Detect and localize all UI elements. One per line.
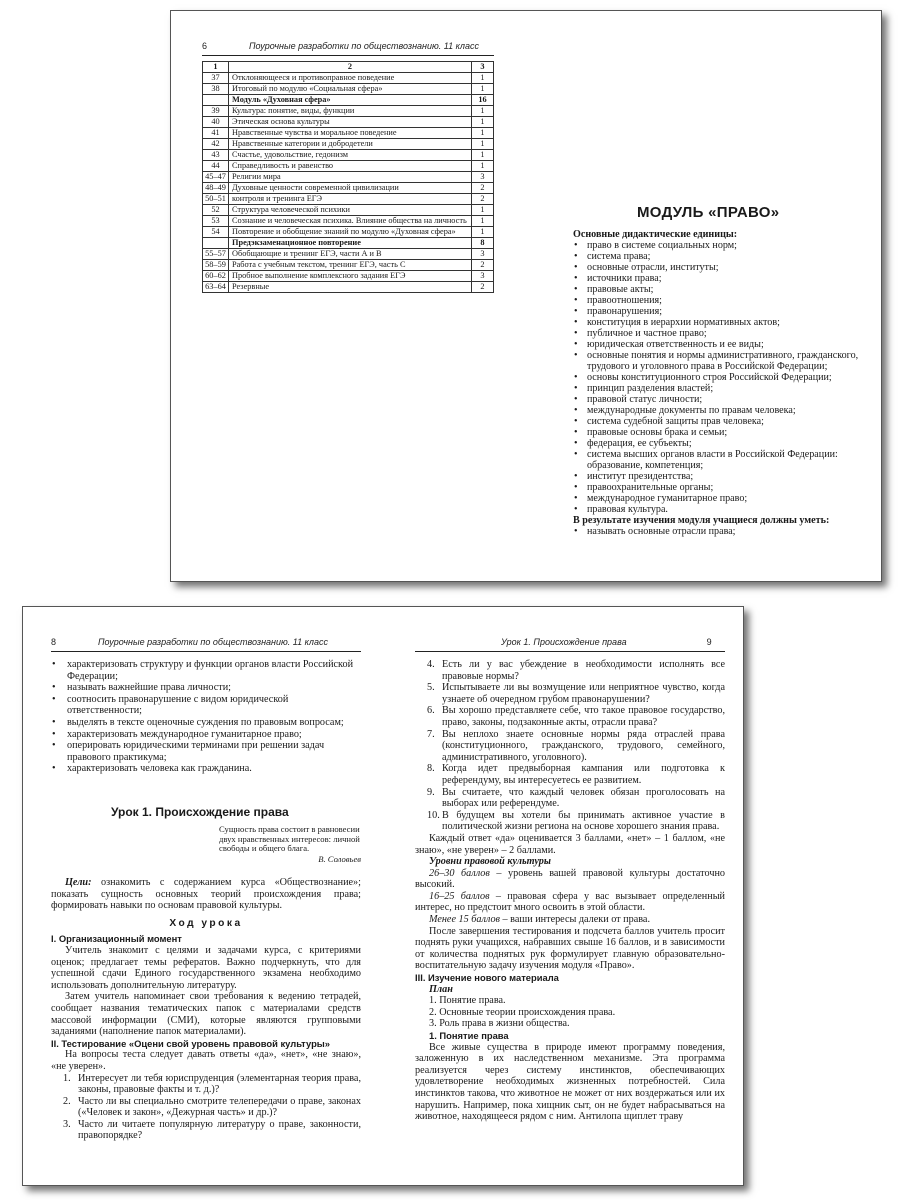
lesson-number-cell: 48–49 [203, 183, 229, 194]
table-row [203, 139, 494, 150]
list-item: • правовые акты; [573, 284, 863, 295]
header-cell: 1 [203, 62, 229, 73]
section-3-title: III. Изучение нового материала [415, 972, 559, 984]
lesson-number-cell: 41 [203, 128, 229, 139]
question-number: 7. [427, 728, 435, 740]
lesson-number-cell: 45–47 [203, 172, 229, 183]
test-question [51, 1096, 361, 1119]
module-title: МОДУЛЬ «ПРАВО» [637, 204, 780, 221]
header-rule [202, 55, 494, 56]
list-item: • основные отрасли, институты; [573, 262, 863, 273]
table-row [203, 271, 494, 282]
lesson-topic-cell: Сознание и человеческая психика. Влияние общества на личность [229, 216, 472, 227]
lesson-topic-cell: Резервные [229, 282, 472, 293]
level-3-label: Менее 15 баллов [429, 914, 500, 926]
left-running-head [51, 637, 328, 647]
scoring-paragraph: Каждый ответ «да» оценивается 3 баллами, «нет» – 1 баллом, «не знаю», «не уверен» – 2 баллами. [415, 832, 725, 856]
lesson-plan-table [202, 61, 494, 293]
left-header-rule [51, 651, 361, 652]
list-item: • право в системе социальных норм; [573, 240, 863, 251]
lesson-topic-cell: Этическая основа культуры [229, 117, 472, 128]
lesson-topic-cell: Духовные ценности современной цивилизации [229, 183, 472, 194]
level-2 [415, 891, 725, 914]
question-text: Часто ли читаете популярную литературу о праве, законности, правопорядке? [78, 1118, 361, 1142]
last-paragraph: Все живые существа в природе имеют программу поведения, заложенную в их наследственном механизме. Эта программа реализуется через систему инстинктов, обеспечивающих удовлетворение необходимых жизненных потребностей. Сила инстинктов такова, что животное не может от них воздержаться или их нарушить. Например, пока хищник сыт, он не будет набрасываться на животное, находящееся рядом с ним. Антилопа щиплет траву [415, 1041, 725, 1123]
list-item: • система права; [573, 251, 863, 262]
table-row [203, 172, 494, 183]
units-heading: Основные дидактические единицы: [573, 229, 738, 240]
lesson-topic-cell: Отклоняющееся и противоправное поведение [229, 73, 472, 84]
lesson-number-cell: 43 [203, 150, 229, 161]
question-text: В будущем вы хотели бы принимать активное участие в политической жизни региона на основе хорошего знания права. [442, 809, 725, 833]
level-3 [415, 914, 725, 926]
test-question [415, 763, 725, 786]
epigraph [219, 825, 361, 864]
list-item: • оперировать юридическими терминами при решении задач правового практикума; [51, 740, 361, 763]
test-question [415, 705, 725, 728]
epigraph-author: В. Соловьев [318, 853, 361, 864]
question-number: 5. [427, 682, 435, 694]
hours-cell: 1 [472, 128, 494, 139]
list-item: • публичное и частное право; [573, 328, 863, 339]
question-number: 2. [63, 1095, 71, 1107]
hours-cell: 1 [472, 227, 494, 238]
table-row [203, 205, 494, 216]
lesson-number-cell: 52 [203, 205, 229, 216]
test-question [415, 682, 725, 705]
result-heading: В результате изучения модуля учащиеся должны уметь: [573, 515, 830, 526]
running-head-title: Поурочные разработки по обществознанию. 11 класс [249, 41, 479, 51]
lesson-number-cell: 55–57 [203, 249, 229, 260]
question-number: 6. [427, 705, 435, 717]
table-row [203, 282, 494, 293]
question-number: 10. [427, 809, 440, 821]
list-item: • принцип разделения властей; [573, 383, 863, 394]
list-item: • институт президентства; [573, 471, 863, 482]
lesson-number-cell [203, 95, 229, 106]
right-running-head [501, 637, 712, 647]
list-item: • правовые основы брака и семьи; [573, 427, 863, 438]
list-item: • характеризовать человека как гражданина. [51, 763, 361, 775]
hours-cell: 2 [472, 183, 494, 194]
right-column-text [415, 659, 725, 1123]
list-item: • правоохранительные органы; [573, 482, 863, 493]
hours-cell: 1 [472, 117, 494, 128]
lesson-topic-cell: Предэкзаменационное повторение [229, 238, 472, 249]
epigraph-text: Сущность права состоит в равновесии двух нравственных интересов: личной свободы и общего блага. [219, 824, 360, 854]
list-item: • правоотношения; [573, 295, 863, 306]
didactic-units [573, 229, 863, 537]
lesson-topic-cell: Нравственные чувства и моральное поведение [229, 128, 472, 139]
list-item: • система судебной защиты прав человека; [573, 416, 863, 427]
test-question [415, 729, 725, 764]
hours-cell: 2 [472, 282, 494, 293]
lesson-number-cell: 42 [203, 139, 229, 150]
table-row [203, 249, 494, 260]
table-row [203, 183, 494, 194]
level-1 [415, 868, 725, 891]
list-item: • система высших органов власти в Российской Федерации: образование, компетенция; [573, 449, 863, 471]
list-item: • основы конституционного строя Российской Федерации; [573, 372, 863, 383]
question-number: 8. [427, 763, 435, 775]
lesson-topic-cell: Работа с учебным текстом, тренинг ЕГЭ, часть С [229, 260, 472, 271]
table-row [203, 84, 494, 95]
lesson-title: Урок 1. Происхождение права [111, 805, 289, 819]
book-spread-8-9 [22, 606, 744, 1186]
question-text: Вы считаете, что каждый человек обязан проголосовать на выборах или референдуме. [442, 786, 725, 810]
lesson-number-cell: 40 [203, 117, 229, 128]
lesson-number-cell: 37 [203, 73, 229, 84]
lesson-number-cell: 54 [203, 227, 229, 238]
table-row [203, 194, 494, 205]
table-row [203, 260, 494, 271]
lesson-number-cell: 50–51 [203, 194, 229, 205]
book-page-6 [170, 10, 882, 582]
plan-items [415, 995, 725, 1030]
hours-cell: 3 [472, 172, 494, 183]
table-row [203, 216, 494, 227]
question-number: 1. [63, 1072, 71, 1084]
question-number: 3. [63, 1118, 71, 1130]
question-text: Вы неплохо знаете основные нормы ряда отраслей права (конституционного, гражданского, трудового, семейного, административного, уголовного). [442, 728, 725, 763]
question-text: Испытываете ли вы возмущение или неприятное чувство, когда узнаете об очередном грубом правонарушении? [442, 682, 725, 705]
units-list [573, 240, 863, 515]
list-item: • называть важнейшие права личности; [51, 682, 361, 694]
lesson-topic-cell: Пробное выполнение комплексного задания ЕГЭ [229, 271, 472, 282]
list-item: • федерация, ее субъекты; [573, 438, 863, 449]
result-list [573, 526, 863, 537]
plan-heading: План [429, 983, 453, 995]
question-text: Есть ли у вас убеждение в необходимости исполнять все правовые нормы? [442, 659, 725, 682]
hours-cell: 1 [472, 73, 494, 84]
hours-cell: 2 [472, 194, 494, 205]
table-row [203, 117, 494, 128]
section-2-intro: На вопросы теста следует давать ответы «да», «нет», «не знаю», «не уверен». [51, 1049, 361, 1072]
table-row [203, 95, 494, 106]
test-question [51, 1073, 361, 1096]
lesson-number-cell: 58–59 [203, 260, 229, 271]
lesson-topic-cell: Счастье, удовольствие, гедонизм [229, 150, 472, 161]
hours-cell: 2 [472, 260, 494, 271]
lesson-number-cell: 63–64 [203, 282, 229, 293]
section-2-title: II. Тестирование «Оцени свой уровень правовой культуры» [51, 1037, 331, 1049]
lesson-number-cell: 44 [203, 161, 229, 172]
lesson-number-cell: 38 [203, 84, 229, 95]
list-item: • характеризовать структуру и функции органов власти Российской Федерации; [51, 659, 361, 682]
running-head [202, 41, 479, 51]
hours-cell: 1 [472, 106, 494, 117]
lesson-topic-cell: Нравственные категории и добродетели [229, 139, 472, 150]
hours-cell: 3 [472, 271, 494, 282]
list-item: • юридическая ответственность и ее виды; [573, 339, 863, 350]
lesson-number-cell [203, 238, 229, 249]
test-question [415, 787, 725, 810]
test-question [51, 1119, 361, 1142]
list-item: • называть основные отрасли права; [573, 526, 863, 537]
list-item: • международные документы по правам человека; [573, 405, 863, 416]
list-item: • характеризовать международное гуманитарное право; [51, 729, 361, 741]
lesson-topic-cell: Обобщающие и тренинг ЕГЭ, части А и В [229, 249, 472, 260]
goals-text: ознакомить с содержанием курса «Обществознание»; показать сущность основных теорий происхождения права; формировать навыки по основам правовой культуры. [51, 877, 361, 912]
hours-cell: 1 [472, 84, 494, 95]
lesson-topic-cell: Структура человеческой психики [229, 205, 472, 216]
header-cell: 3 [472, 62, 494, 73]
level-2-label: 16–25 баллов [429, 890, 490, 902]
lesson-topic-cell: Модуль «Духовная сфера» [229, 95, 472, 106]
lesson-topic-cell: Религии мира [229, 172, 472, 183]
lesson-topic-cell: Итоговый по модулю «Социальная сфера» [229, 84, 472, 95]
hours-cell: 1 [472, 161, 494, 172]
section-1-paragraph-1: Учитель знакомит с целями и задачами курса, с критериями оценок; предлагает темы рефератов. Важно подчеркнуть, что для успешной сдачи Единого государственного экзамена необходимо использовать дополнительную литературу. [51, 944, 361, 991]
plan-item: 1. Понятие права. [429, 995, 506, 1007]
lesson-topic-cell: Культура: понятие, виды, функции [229, 106, 472, 117]
list-item: • международное гуманитарное право; [573, 493, 863, 504]
hours-cell: 3 [472, 249, 494, 260]
plan-item: 3. Роль права в жизни общества. [429, 1018, 570, 1030]
list-item: • основные понятия и нормы административного, гражданского, трудового и уголовного права в Российской Федерации; [573, 350, 863, 372]
question-text: Когда идет предвыборная кампания или подготовка к референдуму, вы интересуетесь ее развитием. [442, 763, 725, 786]
right-header-rule [415, 651, 725, 652]
plan-item: 2. Основные теории происхождения права. [429, 1006, 616, 1018]
lesson-topic-cell: Справедливость и равенство [229, 161, 472, 172]
level-1-label: 26–30 баллов [429, 867, 490, 879]
question-number: 4. [427, 659, 435, 670]
hours-cell: 1 [472, 205, 494, 216]
right-page-number: 9 [706, 637, 712, 647]
list-item: • источники права; [573, 273, 863, 284]
after-test-paragraph: После завершения тестирования и подсчета баллов учитель просит поднять руки учащихся, набравших свыше 16 баллов, и в зависимости от количества поднятых рук формулирует главную образовательно-воспитательную задачу изучения модуля «Право». [415, 925, 725, 972]
section-1-title: I. Организационный момент [51, 933, 182, 945]
test-questions-right [415, 659, 725, 833]
left-column-text [51, 877, 361, 1142]
section-1-paragraph-2: Затем учитель напоминает свои требования к ведению тетрадей, сообщает названия тематических папок с материалами средств массовой информации (СМИ), которые являются групповыми заданиями (наполнение папок материалами). [51, 991, 361, 1038]
level-3-text: – ваши интересы далеки от права. [499, 914, 650, 926]
table-row [203, 227, 494, 238]
table-row [203, 238, 494, 249]
header-cell: 2 [229, 62, 472, 73]
list-item: • правонарушения; [573, 306, 863, 317]
table-row [203, 106, 494, 117]
table-header-row [203, 62, 494, 73]
hours-cell: 1 [472, 150, 494, 161]
goals-label: Цели: [65, 877, 92, 888]
course-heading: Ход урока [169, 917, 243, 929]
question-text: Часто ли вы специально смотрите телепередачи о праве, законах («Человек и закон», «Дежурная часть» и др.)? [78, 1095, 361, 1119]
test-question [415, 659, 725, 682]
lesson-number-cell: 60–62 [203, 271, 229, 282]
table-row [203, 128, 494, 139]
lesson-number-cell: 39 [203, 106, 229, 117]
skills-list [51, 659, 361, 775]
table-row [203, 161, 494, 172]
question-text: Вы хорошо представляете себе, что такое правовое государство, право, законы, подзаконные акты, отрасли права? [442, 705, 725, 728]
table-row [203, 150, 494, 161]
question-number: 9. [427, 786, 435, 798]
list-item: • правовая культура. [573, 504, 863, 515]
list-item: • выделять в тексте оценочные суждения по правовым вопросам; [51, 717, 361, 729]
test-question [415, 810, 725, 833]
hours-cell: 16 [472, 95, 494, 106]
lesson-topic-cell: контроля и тренинга ЕГЭ [229, 194, 472, 205]
list-item: • правовой статус личности; [573, 394, 863, 405]
goals-paragraph [51, 877, 361, 912]
lesson-number-cell: 53 [203, 216, 229, 227]
test-questions-left [51, 1073, 361, 1143]
hours-cell: 1 [472, 139, 494, 150]
left-page-number: 8 [51, 637, 57, 647]
hours-cell: 1 [472, 216, 494, 227]
list-item: • соотносить правонарушение с видом юридической ответственности; [51, 694, 361, 717]
level-1-text: – уровень вашей правовой культуры достаточно высокий. [415, 867, 725, 891]
levels-heading: Уровни правовой культуры [429, 856, 551, 868]
question-text: Интересует ли тебя юриспруденция (элементарная теория права, законы, правовые факты и т. д.)? [78, 1072, 361, 1096]
table-row [203, 73, 494, 84]
level-2-text: – правовая сфера у вас вызывает определенный интерес, но предстоит много освоить в этой области. [415, 890, 725, 914]
right-running-head-title: Урок 1. Происхождение права [501, 637, 627, 647]
skills-continued [51, 659, 361, 775]
page-number: 6 [202, 41, 208, 51]
lesson-topic-cell: Повторение и обобщение знаний по модулю «Духовная сфера» [229, 227, 472, 238]
subsection-title: 1. Понятие права [429, 1030, 509, 1041]
hours-cell: 8 [472, 238, 494, 249]
list-item: • конституция в иерархии нормативных актов; [573, 317, 863, 328]
left-running-head-title: Поурочные разработки по обществознанию. 11 класс [98, 637, 328, 647]
